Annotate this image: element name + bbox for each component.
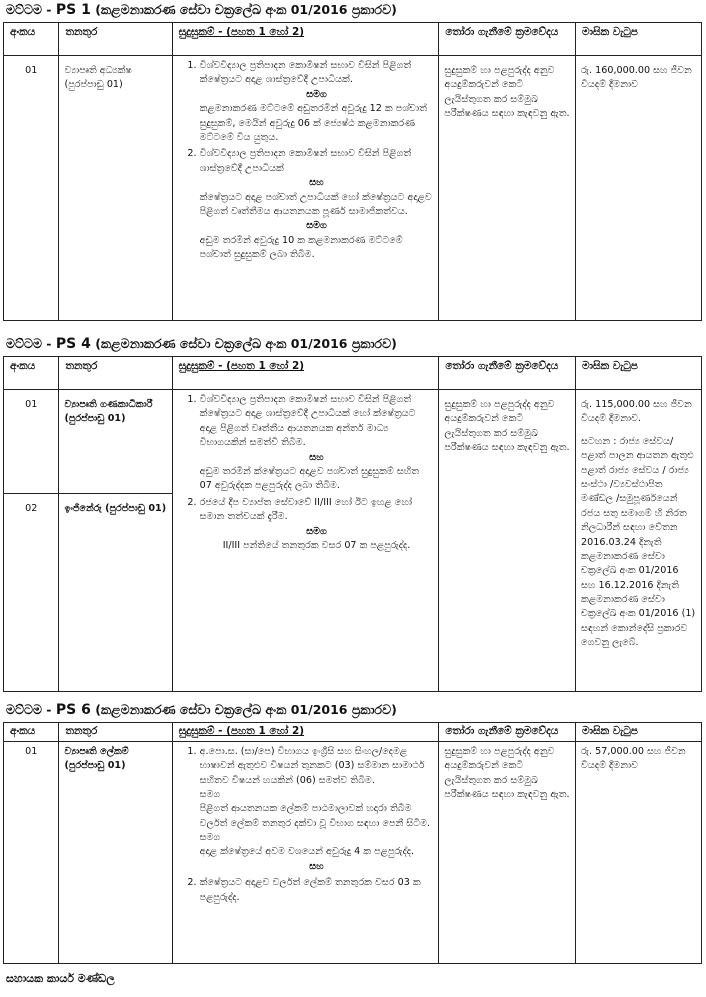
post-name: ව්‍යාපෘති ලේකම් (පුරප්පාඩු 01) (59, 741, 172, 963)
section-title-ps6 (6, 702, 397, 718)
qualification-item: 1. අ.පො.ස. (සා/පෙ) විභාගය ඉංග්‍රීසි සහ සිංහල/දෙමළ භාෂාවන් ඇතුළුව විෂයන් තුනකට (03) සම්මාන සාමාර්ථ සහිතව විෂයන් හයකින් (06) සමත්ව තිබීම. සමග පිළිගත් ආයතනයක ලේකම් පාඨමාලාවක් හදාරා තිබීම වර්ලත් ලේකම් තනතුර දක්වා වූ විභාග සඳහා පෙනී සිටීම. සමග අදාළ ක්ෂේත්‍රයේ අවම වශයෙන් අවුරුදු 4 ක පළපුරුද්ද. සහ (200, 745, 434, 875)
level-code: PS 6 (55, 702, 91, 718)
header-qualifications: සුදුසුකම් - (පහත 1 හෝ 2) (172, 23, 439, 56)
level-prefix: මට්ටම - (6, 336, 52, 351)
header-no: අංකය (4, 23, 59, 56)
header-selection: තෝරා ගැනීමේ ක්‍රමවේදය (439, 357, 576, 390)
table-row (4, 741, 702, 963)
header-salary: මාසික වැටුප (576, 357, 702, 390)
salary: රු. 57,000.00 සහ ජීවන වියදම් දීමනාව (576, 741, 702, 963)
header-salary: මාසික වැටුප (576, 23, 702, 56)
table-row (4, 56, 702, 321)
table-ps4 (3, 356, 702, 692)
circular-ref: (කළමනාකරණ සේවා චක්‍රලේඛ අංක 01/2016 ප්‍රකාරව) (95, 336, 397, 351)
level-code: PS 4 (55, 336, 91, 352)
header-post: තනතුර (59, 723, 172, 742)
row-number: 01 (4, 56, 59, 321)
qualification-item: 1. විශ්වවිද්‍යාල ප්‍රතිපාදන කොමිෂන් සභාව විසින් පිළිගත් ක්ෂේත්‍රයට අදාළ ශාස්ත්‍රවේදී උපාධියක්. සමග කළමනාකරණ මට්ටමේ අඩුතරමින් අවුරුදු 12 ක පශ්චාත් සුදුසුකම්, මෙයින් අවුරුදු 06 ක් ජ්‍යෙෂ්ඨ කළමනාකරණ මට්ටමේ විය යුතුය. (200, 59, 434, 145)
header-no: අංකය (4, 357, 59, 390)
post-name: ව්‍යාපෘති අධ්‍යක්ෂ (පුරප්පාඩු 01) (59, 56, 172, 321)
section-title-ps4 (6, 336, 397, 352)
level-code: PS 1 (55, 2, 91, 18)
salary-note: සටහන : රාජ්‍ය සේවය/ පළාත් පාලන ආයතන ඇතුළු පළාත් රාජ්‍ය සේවය / රාජ්‍ය සංස්ථා /ව්‍යවස්ථාපිත මණ්ඩල /සමුපූර්ණයෙන් රජය සතු සමාගම් හි නිරත නිලධාරීන් සඳහා වේතන 2016.03.24 දිනැති කළමනාකරණ සේවා චක්‍රලේඛ අංක 01/2016 සහ 16.12.2016 දිනැති කළමනාකරණ සේවා චක්‍රලේඛ අංක 01/2016 (1) සඳහන් කොන්දේසි ප්‍රකාරව ගෙවනු ලැබේ. (581, 435, 696, 649)
qualification-item: 1. විශ්වවිද්‍යාල ප්‍රතිපාදන කොමිෂන් සභාව විසින් පිළිගත් ක්ෂේත්‍රයට අදාළ ශාස්ත්‍රවේදී උපාධියක් හෝ ක්ෂේත්‍රයට අදාළ පිළිගත් වෘත්තීය ආයතනයක අන්තර් මාධ්‍ය විභාගයකින් සමත්වී තිබීම. සහ අඩුම තරමින් ක්ෂේත්‍රයට අදාළව පශ්චාත් සුදුසුකම් සහිත 07 අවුරුද්දක පළපුරුද්ද ලබා තිබීම. (200, 393, 434, 494)
qualifications (172, 390, 439, 692)
table-row (4, 390, 702, 494)
selection-method: සුදුසුකම් හා පළපුරුද්ද අනුව අයදුම්කරුවන් කෙටි ලැයිස්තුගත කර සම්මුඛ පරීක්ෂණය සඳහා කැඳවනු ඇත. (439, 56, 576, 321)
table-ps1 (3, 22, 702, 321)
table-ps6 (3, 722, 702, 964)
salary (576, 390, 702, 692)
row-number: 01 (4, 741, 59, 963)
selection-method: සුදුසුකම් හා පළපුරුද්ද අනුව අයදුම්කරුවන් කෙටි ලැයිස්තුගත කර සම්මුඛ පරීක්ෂණය සඳහා කැඳවනු ඇත. (439, 741, 576, 963)
post-name: ඉංජිනේරු (පුරප්පාඩු 01) (59, 494, 172, 692)
qualification-item: 2. ක්ෂේත්‍රයට අදාළව වර්ලත් ලේකම් තනතුරක වසර 03 ක පළපුරුද්ද. (200, 876, 434, 905)
header-no: අංකය (4, 723, 59, 742)
header-post: තනතුර (59, 23, 172, 56)
level-prefix: මට්ටම - (6, 2, 52, 17)
circular-ref: (කළමනාකරණ සේවා චක්‍රලේඛ අංක 01/2016 ප්‍රකාරව) (95, 2, 397, 17)
level-prefix: මට්ටම - (6, 702, 52, 717)
salary: රු. 160,000.00 සහ ජීවන වියදම් දීමනාව (576, 56, 702, 321)
header-salary: මාසික වැටුප (576, 723, 702, 742)
qualifications (172, 56, 439, 321)
selection-method: සුදුසුකම් හා පළපුරුද්ද අනුව අයදුම්කරුවන් කෙටි ලැයිස්තුගත කර සම්මුඛ පරීක්ෂණය සඳහා කැඳවනු ඇත. (439, 390, 576, 692)
row-number: 01 (4, 390, 59, 494)
section-title-ps1 (6, 2, 397, 18)
qualifications (172, 741, 439, 963)
footer-heading: සහායක කාර්ය මණ්ඩල (6, 972, 115, 985)
header-qualifications: සුදුසුකම් - (පහත 1 හෝ 2) (172, 357, 439, 390)
row-number: 02 (4, 494, 59, 692)
post-name: ව්‍යාපෘති ගණකාධිකාරී (පුරප්පාඩු 01) (59, 390, 172, 494)
qualification-item: 2. විශ්වවිද්‍යාල ප්‍රතිපාදන කොමිෂන් සභාව විසින් පිළිගත් ශාස්ත්‍රවේදී උපාධියක් සහ ක්ෂේත්‍රයට අදාළ පශ්චාත් උපාධියක් හෝ ක්ෂේත්‍රයට අදාළව පිළිගත් වෘත්තීමය ආයතනයක පූර්ණ සාමාජිකත්වය. සමග අඩුම තරමින් අවුරුදු 10 ක කළමනාකරණ මට්ටමේ පශ්චාත් සුදුසුකම් ලබා තිබීම. (200, 147, 434, 262)
header-qualifications: සුදුසුකම් - (පහත 1 හෝ 2) (172, 723, 439, 742)
qualification-item: 2. රජයේ දීප ව්‍යාප්ත සේවාවේ II/III හෝ ඊට ඉහළ හෝ සමාන තත්වයක් දැරීම. සමග II/III පන්තියේ තනතුරක වසර 07 ක පළපුරුද්ද. (200, 496, 434, 554)
header-selection: තෝරා ගැනීමේ ක්‍රමවේදය (439, 723, 576, 742)
circular-ref: (කළමනාකරණ සේවා චක්‍රලේඛ අංක 01/2016 ප්‍රකාරව) (95, 702, 397, 717)
header-selection: තෝරා ගැනීමේ ක්‍රමවේදය (439, 23, 576, 56)
header-post: තනතුර (59, 357, 172, 390)
salary-amount: රු. 115,000.00 සහ ජීවන වියදම් දීමනාව. (581, 399, 692, 425)
